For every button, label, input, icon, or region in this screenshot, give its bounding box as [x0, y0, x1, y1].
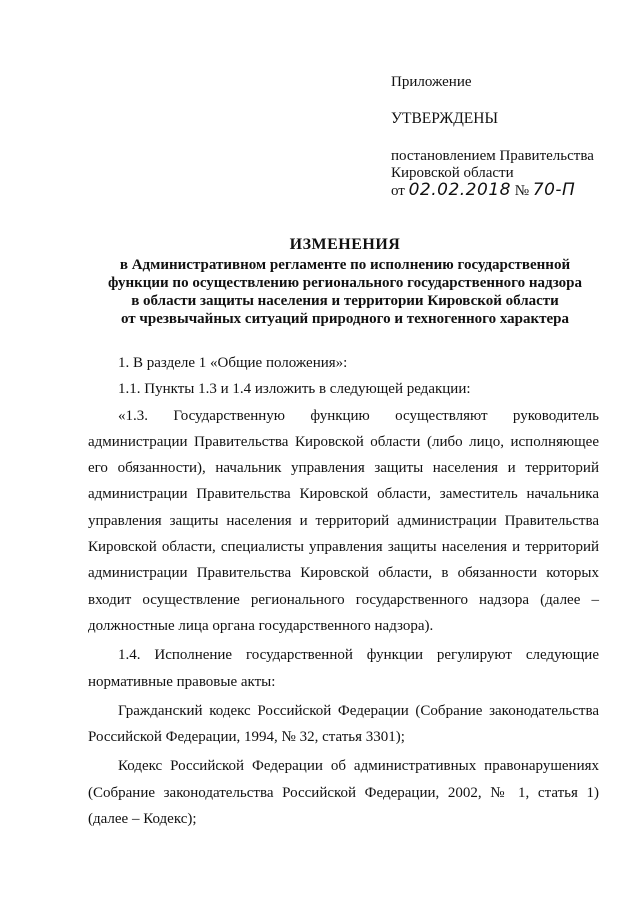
document-body	[88, 350, 599, 832]
title-line: функции по осуществлению регионального государственного надзора	[107, 275, 583, 291]
title-line: от чрезвычайных ситуаций природного и техногенного характера	[121, 311, 569, 327]
title-main: ИЗМЕНЕНИЯ	[289, 236, 401, 253]
date-number-line	[391, 182, 631, 200]
resolution-line-2: Кировской области	[391, 165, 514, 181]
paragraph-1-1: 1.1. Пункты 1.3 и 1.4 изложить в следующей редакции:	[118, 381, 471, 398]
title-line: в области защиты населения и территории Кировской области	[131, 293, 559, 309]
paragraph-civil-code: Гражданский кодекс Российской Федерации (Собрание законодательства Российской Федерации, 1994, № 32, статья 3301);	[88, 702, 599, 746]
approval-block	[391, 74, 631, 200]
paragraph-section-1: 1. В разделе 1 «Общие положения»:	[118, 355, 348, 371]
paragraph-1-4: 1.4. Исполнение государственной функции регулируют следующие нормативные правовые акты:	[88, 647, 599, 690]
resolution-line-1: постановлением Правительства	[391, 148, 594, 164]
date-prefix: от	[391, 183, 405, 199]
number-prefix: №	[514, 183, 530, 199]
paragraph-1-3: «1.3. Государственную функцию осуществляют руководитель администрации Правительства Кировской области (либо лицо, исполняющее его обязанности), начальник управления защиты населения и территорий администрации Правительства Кировской области, заместитель начальника управления защиты населения и территорий администрации Правительства Кировской области, специалисты управления защиты населения и территорий администрации Правительства Кировской области, в обязанности которых входит осуществление регионального государственного надзора (далее – должностные лица органа государственного надзора).	[88, 407, 599, 634]
paragraph-admin-code: Кодекс Российской Федерации об административных правонарушениях (Собрание законодательства Российской Федерации, 2002, № 1, статья 1) (далее – Кодекс);	[88, 758, 599, 828]
document-title	[90, 236, 600, 328]
approved-label: УТВЕРЖДЕНЫ	[391, 110, 498, 127]
handwritten-number: 70-П	[532, 180, 576, 200]
title-line: в Административном регламенте по исполнению государственной	[119, 257, 571, 273]
appendix-label: Приложение	[391, 74, 472, 90]
handwritten-date: 02.02.2018	[408, 180, 511, 200]
